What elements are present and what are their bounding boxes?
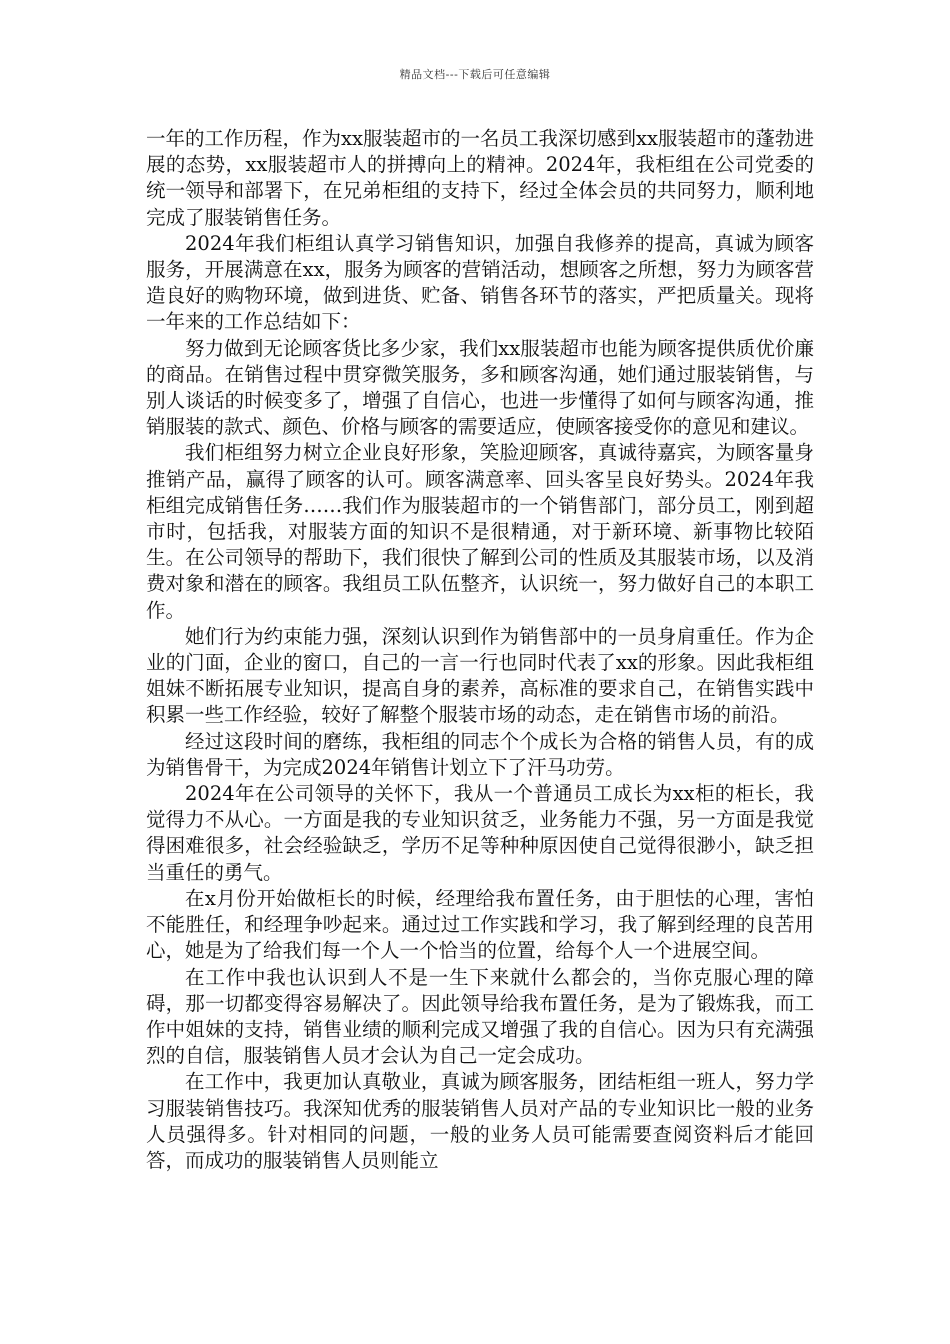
- paragraph-4: 我们柜组努力树立企业良好形象，笑脸迎顾客，真诚待嘉宾，为顾客量身推销产品，赢得了顾客的认可。顾客满意率、回头客呈良好势头。2024年我柜组完成销售任务……我们作为服装超市的一个销售部门，部分员工，刚到超市时，包括我，对服装方面的知识不是很精通，对于新环境、新事物比较陌生。在公司领导的帮助下，我们很快了解到公司的性质及其服装市场，以及消费对象和潜在的顾客。我组员工队伍整齐，认识统一，努力做好自己的本职工作。: [146, 441, 814, 622]
- paragraph-5: 她们行为约束能力强，深刻认识到作为销售部中的一员身肩重任。作为企业的门面，企业的窗口，自己的一言一行也同时代表了xx的形象。因此我柜组姐妹不断拓展专业知识，提高自身的素养，高标准的要求自己，在销售实践中积累一些工作经验，较好了解整个服装市场的动态，走在销售市场的前沿。: [146, 624, 814, 727]
- paragraph-8: 在x月份开始做柜长的时候，经理给我布置任务，由于胆怯的心理，害怕不能胜任，和经理争吵起来。通过过工作实践和学习，我了解到经理的良苦用心，她是为了给我们每一个人一个恰当的位置，给每个人一个进展空间。: [146, 886, 814, 963]
- paragraph-9: 在工作中我也认识到人不是一生下来就什么都会的，当你克服心理的障碍，那一切都变得容易解决了。因此领导给我布置任务，是为了锻炼我，而工作中姐妹的支持，销售业绩的顺利完成又增强了我的自信心。因为只有充满强烈的自信，服装销售人员才会认为自己一定会成功。: [146, 965, 814, 1068]
- paragraph-3: 努力做到无论顾客货比多少家，我们xx服装超市也能为顾客提供质优价廉的商品。在销售过程中贯穿微笑服务，多和顾客沟通，她们通过服装销售，与别人谈话的时候变多了，增强了自信心，也进一步懂得了如何与顾客沟通，推销服装的款式、颜色、价格与顾客的需要适应，使顾客接受你的意见和建议。: [146, 336, 814, 439]
- page-header: 精品文档---下载后可任意编辑: [399, 68, 551, 81]
- paragraph-6: 经过这段时间的磨练，我柜组的同志个个成长为合格的销售人员，有的成为销售骨干，为完成2024年销售计划立下了汗马功劳。: [146, 729, 814, 779]
- document-body: [146, 126, 814, 1174]
- paragraph-2: 2024年我们柜组认真学习销售知识，加强自我修养的提高，真诚为顾客服务，开展满意在xx，服务为顾客的营销活动，想顾客之所想，努力为顾客营造良好的购物环境，做到进货、贮备、销售各环节的落实，严把质量关。现将一年来的工作总结如下：: [146, 231, 814, 334]
- paragraph-1: 一年的工作历程，作为xx服装超市的一名员工我深切感到xx服装超市的蓬勃进展的态势，xx服装超市人的拼搏向上的精神。2024年，我柜组在公司党委的统一领导和部署下，在兄弟柜组的支持下，经过全体会员的共同努力，顺利地完成了服装销售任务。: [146, 127, 814, 229]
- paragraph-10: 在工作中，我更加认真敬业，真诚为顾客服务，团结柜组一班人，努力学习服装销售技巧。我深知优秀的服装销售人员对产品的专业知识比一般的业务人员强得多。针对相同的问题，一般的业务人员可能需要查阅资料后才能回答，而成功的服装销售人员则能立: [146, 1070, 814, 1172]
- paragraph-7: 2024年在公司领导的关怀下，我从一个普通员工成长为xx柜的柜长，我觉得力不从心。一方面是我的专业知识贫乏，业务能力不强，另一方面是我觉得困难很多，社会经验缺乏，学历不足等种种原因使自己觉得很渺小，缺乏担当重任的勇气。: [146, 782, 814, 884]
